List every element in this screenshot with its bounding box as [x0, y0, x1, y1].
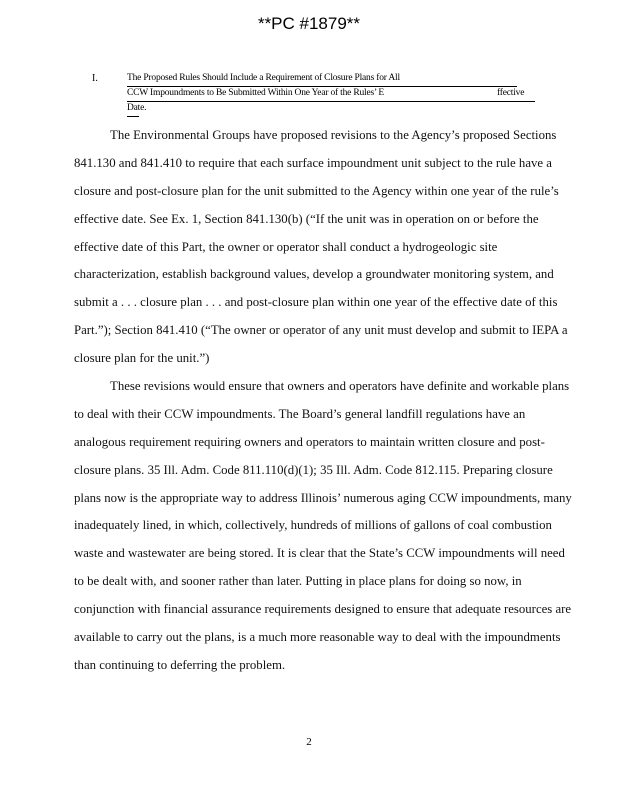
paragraph-1-line: 841.130 and 841.410 to require that each surface impoundment unit subject to the rule have a — [74, 155, 552, 170]
paragraph-2-line: available to carry out the plans, is a much more reasonable way to deal with the impoundments — [74, 630, 561, 645]
heading-line-3: Date. — [127, 102, 139, 117]
paragraph-1-line: The Environmental Groups have proposed revisions to the Agency’s proposed Sections — [110, 128, 557, 142]
page-number: 2 — [306, 736, 312, 748]
paragraph-1-line: closure plan for the unit.”) — [74, 351, 210, 366]
paragraph-2-line: than continuing to deferring the problem. — [74, 657, 286, 672]
paragraph-1-line: characterization, establish background values, develop a groundwater monitoring system, and — [74, 267, 554, 282]
paragraph-2-line: conjunction with financial assurance requirements designed to ensure that adequate resources are — [74, 602, 572, 617]
public-comment-number: **PC #1879** — [257, 14, 361, 33]
paragraph-2-line: inadequately lined, in which, collectively, hundreds of millions of gallons of coal combustion — [74, 518, 552, 533]
paragraph-1-line: effective date of this Part, the owner or operator shall conduct a hydrogeologic site — [74, 239, 498, 254]
paragraph-1-line: closure and post-closure plan for the unit submitted to the Agency within one year of the rule’s — [74, 183, 559, 198]
section-heading-text — [127, 72, 547, 117]
paragraph-2-line: These revisions would ensure that owners and operators have definite and workable plans — [110, 379, 570, 394]
paragraph-2-line: plans now is the appropriate way to address Illinois’ numerous aging CCW impoundments, many — [74, 490, 572, 505]
paragraph-2-line: waste and wastewater are being stored. It is clear that the State’s CCW impoundments will need — [74, 546, 565, 561]
paragraph-1-line: Part.”); Section 841.410 (“The owner or operator of any unit must develop and submit to IEPA a — [74, 323, 568, 338]
body-text — [74, 122, 574, 680]
paragraph-1-line: effective date. See Ex. 1, Section 841.130(b) (“If the unit was in operation on or before the — [74, 211, 539, 226]
paragraph-1-line: submit a . . . closure plan . . . and post-closure plan within one year of the effective date of this — [74, 295, 558, 310]
heading-line-2-main: CCW Impoundments to Be Submitted Within One Year of the Rules’ E — [127, 88, 385, 98]
heading-line-2 — [127, 87, 535, 102]
paragraph-2-line: to be dealt with, and sooner rather than later. Putting in place plans for doing so now, in — [74, 574, 522, 589]
paragraph-2-line: closure plans. 35 Ill. Adm. Code 811.110(d)(1); 35 Ill. Adm. Code 812.115. Preparing closure — [74, 462, 553, 477]
section-number: I. — [92, 73, 98, 84]
paragraph-2-line: to deal with their CCW impoundments. The Board’s general landfill regulations have an — [74, 406, 526, 421]
paragraph-2-line: analogous requirement requiring owners and operators to maintain written closure and post- — [74, 434, 545, 449]
heading-line-2-tail: ffective — [497, 88, 525, 98]
heading-line-1: The Proposed Rules Should Include a Requirement of Closure Plans for All — [127, 72, 517, 87]
